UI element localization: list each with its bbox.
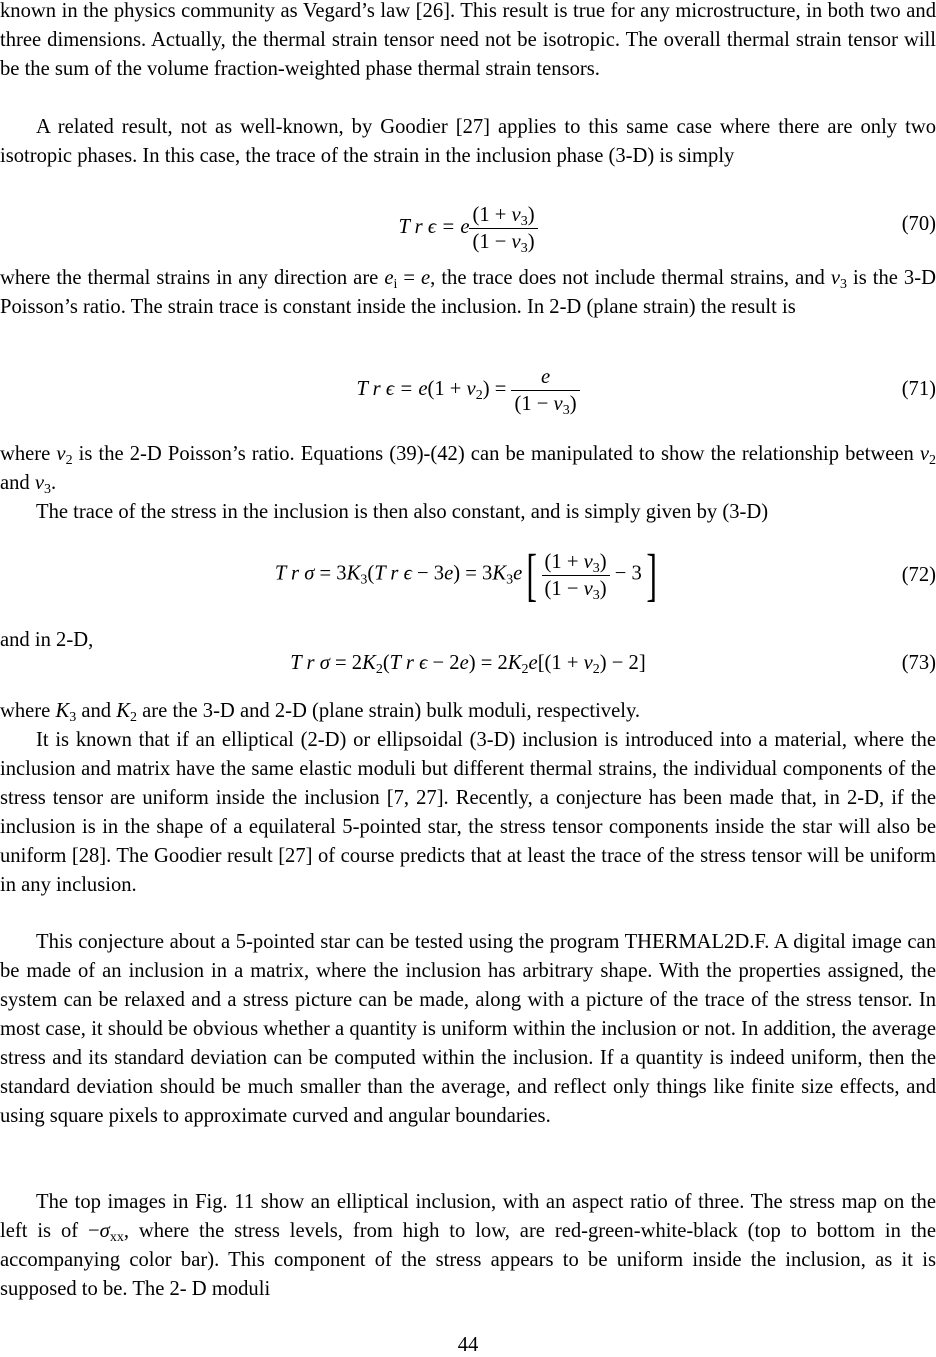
equation-72 (0, 540, 936, 616)
paragraph-text: where (0, 700, 51, 722)
inline-math: $\nu_2$ (919, 443, 936, 468)
equation-number: (70) (901, 213, 936, 235)
paragraph-text: and in 2-D, (0, 629, 94, 651)
paragraph-figure-11 (0, 1188, 936, 1304)
inline-math: $e_i = e$ (384, 267, 431, 292)
paragraph-bulk-moduli (0, 697, 936, 726)
paragraph-text: , where the stress levels, from high to low, are red-green-white-black (top to bottom in the accompanying color bar). This component of the stress appears to be uniform inside the inclusion, as it is supposed to be. The 2- D moduli (0, 1220, 936, 1300)
equation-number: (72) (901, 564, 936, 586)
equation-number: (71) (901, 378, 936, 400)
paragraph-goodier (0, 113, 936, 171)
paragraph-text: It is known that if an elliptical (2-D) or ellipsoidal (3-D) inclusion is introduced into a material, where the inclusion and matrix have the same elastic moduli but different thermal strains, the individual components of the stress tensor are uniform inside the inclusion [7, 27]. Recently, a conjecture has been made that, in 2-D, if the inclusion is in the shape of a equilateral 5-pointed star, the stress tensor components inside the star will also be uniform [28]. The Goodier result [27] of course predicts that at least the trace of the stress tensor will be uniform in any inclusion. (0, 729, 936, 896)
paragraph-text: is the 2-D Poisson’s ratio. Equations (39)-(42) can be manipulated to show the relationship between (78, 443, 914, 465)
equation-71 (0, 360, 936, 426)
paragraph-text: and (81, 700, 112, 722)
paragraph-text: This conjecture about a 5-pointed star can be tested using the program THERMAL2D.F. A digital image can be made of an inclusion in a matrix, where the inclusion has arbitrary shape. With the properties assigned, the system can be relaxed and a stress picture can be made, along with a picture of the trace of the stress tensor. In most case, it should be obvious whether a quantity is uniform within the inclusion or not. In addition, the average stress and its standard deviation can be computed within the inclusion. If a quantity is indeed uniform, then the standard deviation should be much smaller than the average, and reflect only things like finite size effects, and using square pixels to approximate curved and angular boundaries. (0, 931, 936, 1127)
paragraph-text: , the trace does not include thermal strains, and (430, 267, 825, 289)
paragraph-text: known in the physics community as Vegard’s law [26]. This result is true for any microstructure, in both two and three dimensions. Actually, the thermal strain tensor need not be isotropic. The overall thermal strain tensor will be the sum of the volume fraction-weighted phase thermal strain tensors. (0, 0, 936, 80)
paragraph-text: The top images in Fig. 11 show an elliptical inclusion, with an aspect ratio of three. The stress map on the left is of (0, 1191, 936, 1242)
paragraph-text: The trace of the stress in the inclusion is then also constant, and is simply given by (3-D) (36, 501, 769, 523)
equation-number: (73) (901, 652, 936, 674)
paragraph-poisson: where $\nu_2$ is the 2-D Poisson’s ratio. Equations (39)-(42) can be manipulated to show the relationship between $\nu_2$ and $\nu_3$. (0, 443, 936, 497)
inline-math: $K_3$ (55, 700, 77, 725)
paragraph-2d (0, 626, 936, 655)
inline-math: $-\sigma_{xx}$ (88, 1220, 124, 1245)
paragraph-stress-trace (0, 498, 936, 527)
inline-math: $\nu_3$ (830, 267, 847, 292)
inline-math: $\nu_3$ (34, 472, 52, 497)
equation-71-math: T r $\epsilon = e(1 + \nu_2)$ = $\frac{e}{(1 - \nu_3)}$ (0, 364, 936, 417)
paragraph-thermal-strains (0, 264, 936, 322)
paragraph-text: and (0, 472, 30, 494)
paragraph-text: where the thermal strains in any direction are (0, 267, 379, 289)
equation-70 (0, 198, 936, 260)
paragraph-star-conjecture (0, 928, 936, 1131)
equation-73 (0, 652, 936, 684)
equation-72-math: T r $\sigma = 3K_3(T$ r $\epsilon - 3e) = 3K_3e$[ $\frac{(1 + \nu_3)}{(1 - \nu_3)}$ − 3] (274, 542, 657, 607)
paragraph-vegard (0, 0, 936, 84)
inline-math: $\nu_2$ (56, 443, 73, 468)
equation-70-math: T r ϵ = e $\frac{(1 + \nu_3)}{(1 - \nu_3)}$ (0, 202, 936, 255)
inline-math: $K_2$ (116, 700, 138, 725)
paragraph-text: where (0, 443, 51, 465)
paragraph-text: is the 3-D Poisson’s ratio. The strain trace is constant inside the inclusion. In 2-D (plane strain) the result is (0, 267, 936, 318)
page-number: 44 (457, 1334, 479, 1356)
paragraph-text: are the 3-D and 2-D (plane strain) bulk moduli, respectively. (142, 700, 641, 722)
equation-73-math: T r $\sigma = 2K_2(T$ r $\epsilon - 2e) = 2K_2e[(1 + \nu_2) - 2]$ (290, 652, 646, 677)
paragraph-text: A related result, not as well-known, by Goodier [27] applies to this same case where there are only two isotropic phases. In this case, the trace of the strain in the inclusion phase (3-D) is simply (0, 116, 936, 167)
paragraph-elliptical (0, 726, 936, 900)
